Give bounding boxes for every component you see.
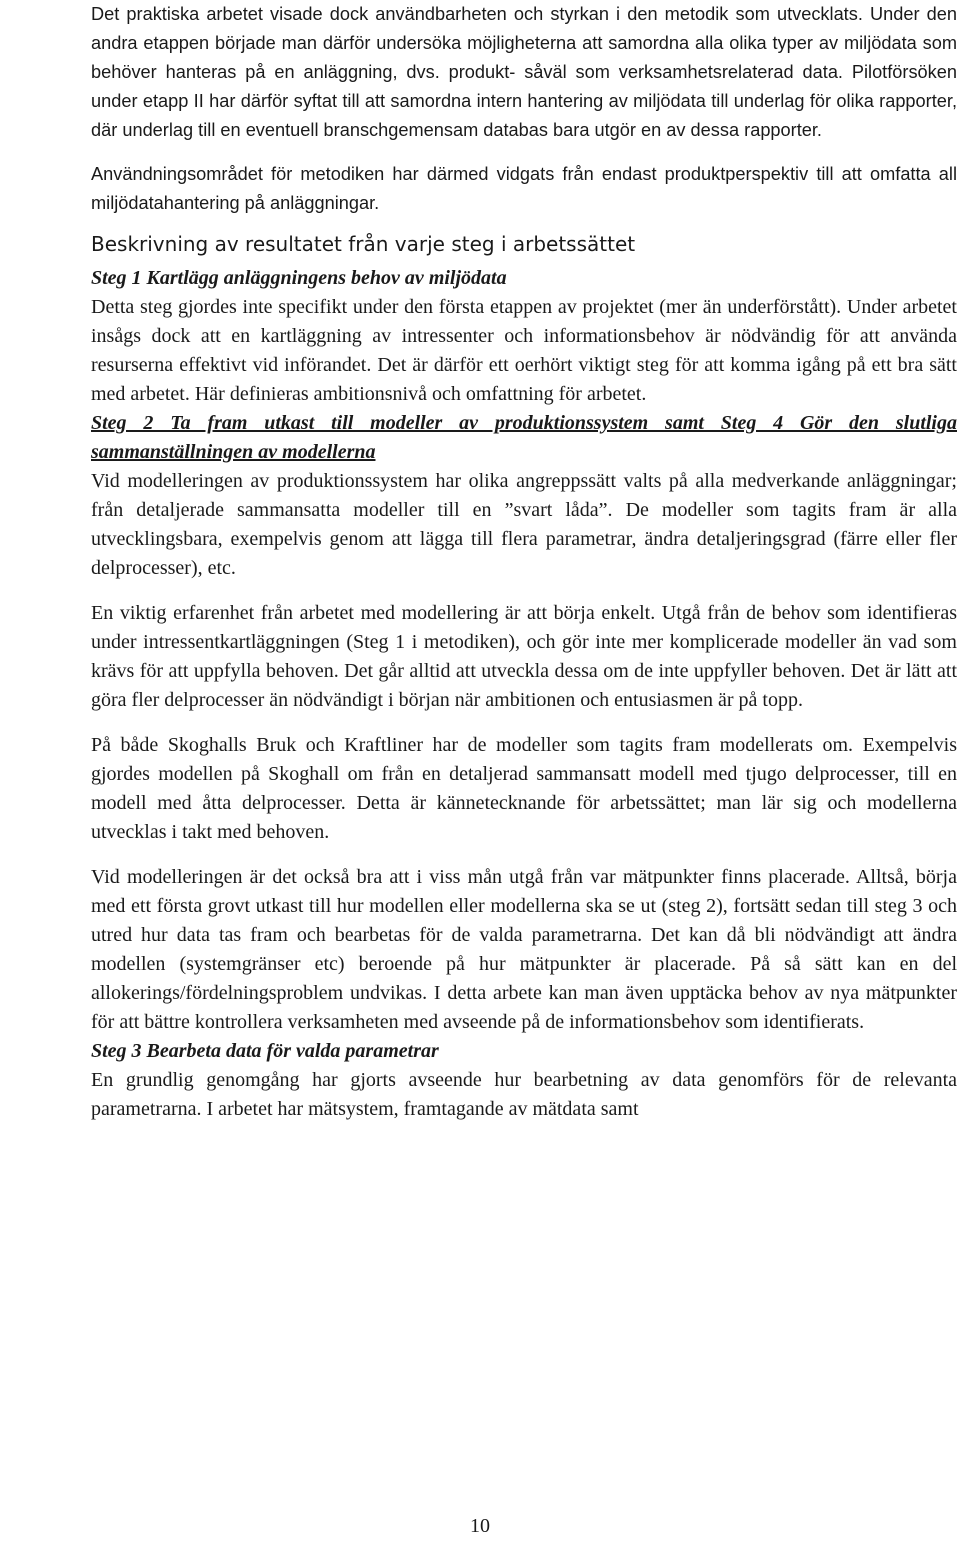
section-heading xyxy=(0,229,957,259)
step3-title: Steg 3 Bearbeta data för valda parametrar xyxy=(91,1040,439,1062)
step3-paragraph: En grundlig genomgång har gjorts avseende hur bearbetning av data genomförs för de relevanta parametrarna. I arbetet har mätsystem, framtagande av mätdata samt xyxy=(91,1069,957,1120)
section-title: Beskrivning av resultatet från varje steg i arbetssättet xyxy=(91,232,636,256)
step2-paragraph-4: Vid modelleringen är det också bra att i viss mån utgå från var mätpunkter finns placerade. Alltså, börja med ett första grovt utkast till hur modellen eller modellerna ska se ut (steg 2), fortsätt sedan till steg 3 och utred hur data tas fram och bearbetas för de valda parametrarna. Det kan då bli nödvändigt att ändra modellen (systemgränser etc) beroende på hur mätpunkter är placerade. På så sätt kan en del allokerings/fördelningsproblem undvikas. I detta arbete kan man även upptäcka behov av nya mätpunkter för att bättre kontrollera verksamheten med avseende på de informationsbehov som identifierats. xyxy=(91,866,957,1033)
step2-paragraph-2: En viktig erfarenhet från arbetet med modellering är att börja enkelt. Utgå från de behov som identifieras under intressentkartläggningen (Steg 1 i metodiken), och gör inte mer komplicerade modeller än vad som krävs för att uppfylla behoven. Det går alltid att utveckla dessa om de inte uppfyller behoven. Det är lätt att göra fler delprocesser än nödvändigt i början när ambitionen och entusiasmen är på topp. xyxy=(91,602,957,711)
document-page xyxy=(91,0,957,1124)
step2-paragraph-3: På både Skoghalls Bruk och Kraftliner har de modeller som tagits fram modellerats om. Exempelvis gjordes modellen på Skoghall om från en detaljerad sammansatt modell med tjugo delprocesser, till en modell med åtta delprocesser. Detta är kännetecknande för arbetssättet; man lär sig och modellerna utvecklas i takt med behoven. xyxy=(91,734,957,843)
step2-paragraph-1: Vid modelleringen av produktionssystem har olika angreppssätt valts på alla medverkande anläggningar; från detaljerade sammansatta modeller till en ”svart låda”. De modeller som tagits fram är alla utvecklingsbara, exempelvis genom att lägga till flera parametrar, ändra detaljeringsgrad (färre eller fler delprocesser), etc. xyxy=(91,470,957,579)
intro-paragraph: Det praktiska arbetet visade dock användbarheten och styrkan i den metodik som utvecklats. Under den andra etappen började man därför undersöka möjligheterna att samordna alla olika typer av miljödata som behöver hanteras på en anläggning, dvs. produkt- såväl som verksamhetsrelaterad data. Pilotförsöken under etapp II har därför syftat till att samordna intern hantering av miljödata till underlag för olika rapporter, där underlag till en eventuell branschgemensam databas bara utgör en av dessa rapporter. xyxy=(91,4,957,140)
scope-paragraph: Användningsområdet för metodiken har därmed vidgats från endast produktperspektiv till att omfatta all miljödatahantering på anläggningar. xyxy=(91,164,957,213)
step2-title: Steg 2 Ta fram utkast till modeller av produktionssystem samt Steg 4 Gör den slutliga sammanställningen av modellerna xyxy=(91,412,957,463)
step1-paragraph: Detta steg gjordes inte specifikt under den första etappen av projektet (mer än underförstått). Under arbetet insågs dock att en kartläggning av intressenter och informationsbehov är nödvändig för att använda resurserna effektivt vid införandet. Det är därför ett oerhört viktigt steg för att komma igång på ett bra sätt med arbetet. Här definieras ambitionsnivå och omfattning för arbetet. xyxy=(91,296,957,405)
page-number: 10 xyxy=(470,1515,490,1537)
step1-title: Steg 1 Kartlägg anläggningens behov av miljödata xyxy=(91,267,507,289)
